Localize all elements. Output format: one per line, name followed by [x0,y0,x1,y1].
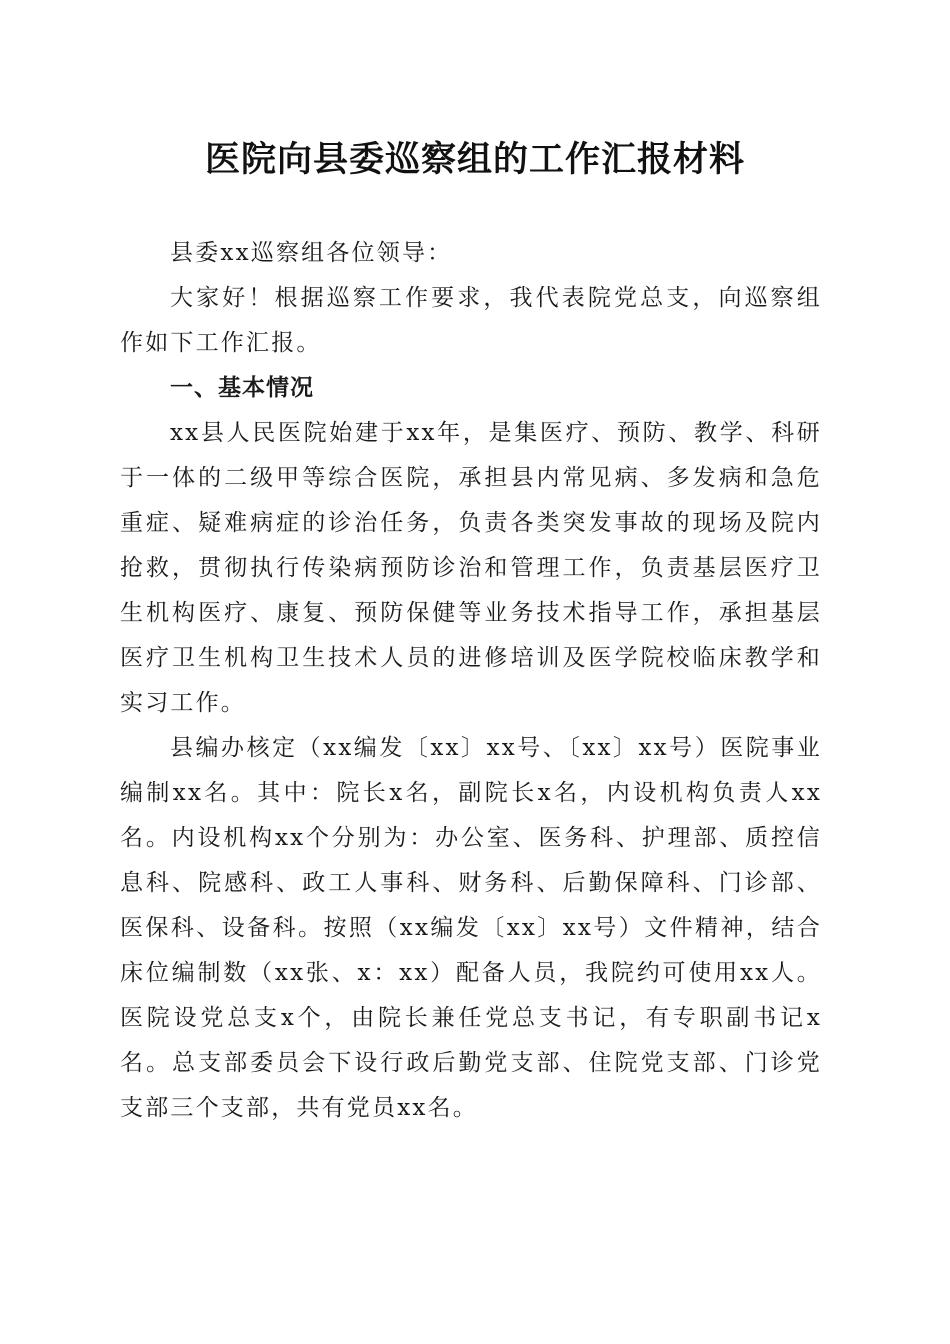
document-body [120,231,822,1131]
document-title: 医院向县委巡察组的工作汇报材料 [204,139,745,180]
opening-paragraph: 大家好！根据巡察工作要求，我代表院党总支，向巡察组作如下工作汇报。 [120,285,822,356]
salutation-paragraph: 县委xx巡察组各位领导： [170,240,453,266]
section-heading-basic-info: 一、基本情况 [170,375,314,401]
hospital-overview-paragraph: xx县人民医院始建于xx年，是集医疗、预防、教学、科研于一体的二级甲等综合医院，承担县内常见病、多发病和急危重症、疑难病症的诊治任务，负责各类突发事故的现场及院内抢救，贯彻执行传染病预防诊治和管理工作，负责基层医疗卫生机构医疗、康复、预防保健等业务技术指导工作，承担基层医疗卫生机构卫生技术人员的进修培训及医学院校临床教学和实习工作。 [120,420,822,716]
staffing-paragraph: 县编办核定（xx编发〔xx〕xx号、〔xx〕xx号）医院事业编制xx名。其中：院长x名，副院长x名，内设机构负责人xx名。内设机构xx个分别为：办公室、医务科、护理部、质控信息科、院感科、政工人事科、财务科、后勤保障科、门诊部、医保科、设备科。按照（xx编发〔xx〕xx号）文件精神，结合床位编制数（xx张、x：xx）配备人员，我院约可使用xx人。医院设党总支x个，由院长兼任党总支书记，有专职副书记x名。总支部委员会下设行政后勤党支部、住院党支部、门诊党支部三个支部，共有党员xx名。 [120,735,822,1121]
